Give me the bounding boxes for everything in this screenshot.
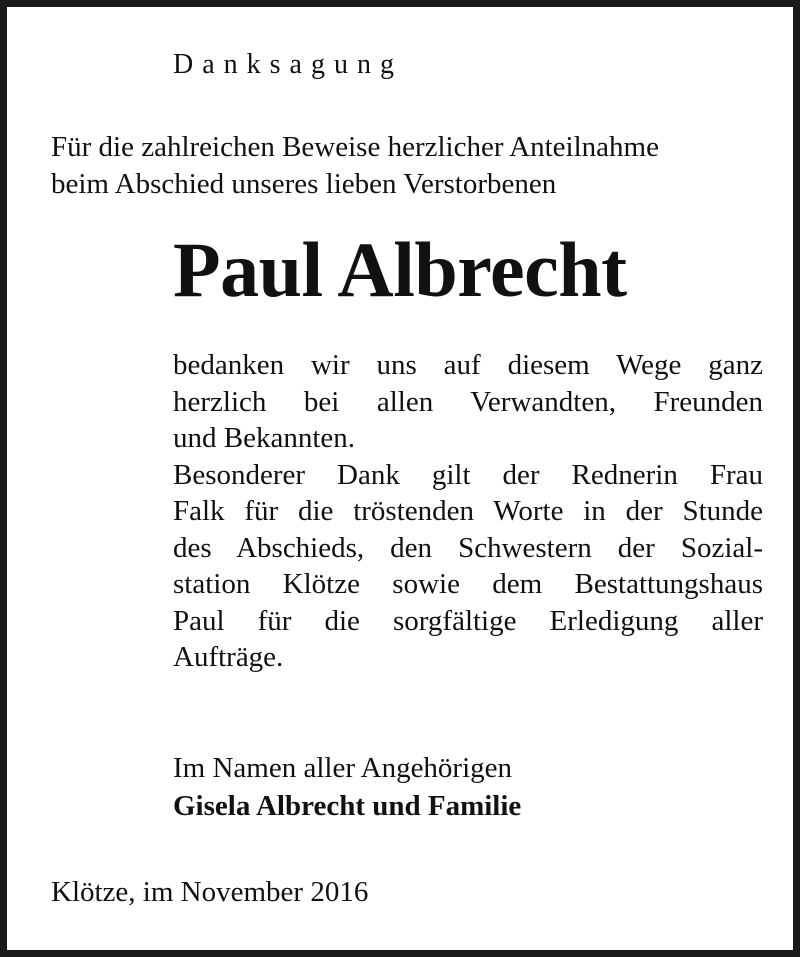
signature-line: Im Namen aller Angehörigen	[173, 752, 513, 784]
text-line: herzlich bei allen Verwandten, Freunden	[173, 385, 763, 418]
intro-line: Für die zahlreichen Beweise herzlicher Anteilnahme	[51, 131, 659, 163]
text-line: Paul für die sorgfältige Erledigung aller	[173, 604, 763, 637]
notice-title: Danksagung	[173, 49, 403, 80]
intro-text	[51, 129, 771, 203]
text-line: Aufträge.	[173, 641, 284, 673]
text-line: des Abschieds, den Schwestern der Sozial-	[173, 531, 763, 564]
text-line: und Bekannten.	[173, 422, 356, 454]
message-body	[173, 347, 763, 676]
text-line: station Klötze sowie dem Bestattungshaus	[173, 568, 763, 600]
deceased-name: Paul Albrecht	[173, 226, 627, 313]
paragraph-special-thanks	[173, 457, 763, 676]
text-line: Falk für die tröstenden Worte in der Stunde	[173, 495, 763, 527]
paragraph-thanks	[173, 347, 763, 457]
text-line: Besonderer Dank gilt der Rednerin Frau	[173, 458, 763, 491]
place-date: Klötze, im November 2016	[51, 876, 369, 908]
text-line: bedanken wir uns auf diesem Wege ganz	[173, 349, 763, 381]
intro-line: beim Abschied unseres lieben Verstorbenen	[51, 168, 557, 200]
signature-block	[173, 749, 521, 825]
signature-family: Gisela Albrecht und Familie	[173, 790, 522, 822]
